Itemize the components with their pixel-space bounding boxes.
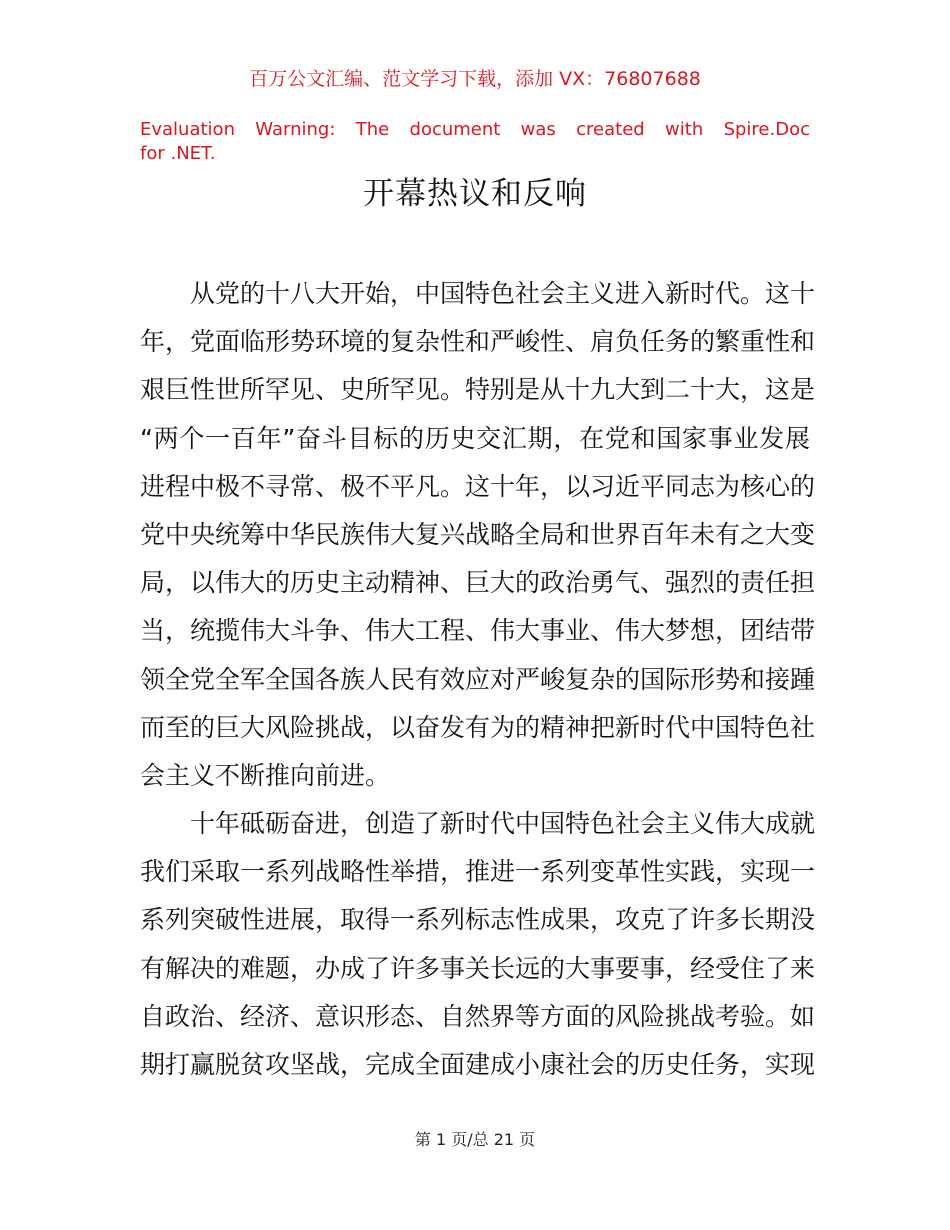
paragraph-1-line: 年，党面临形势环境的复杂性和严峻性、肩负任务的繁重性和: [140, 327, 816, 357]
header-promo-note: 百万公文汇编、范文学习下载，添加 VX：76807688: [249, 68, 701, 90]
paragraph-1-line: 党中央统筹中华民族伟大复兴战略全局和世界百年未有之大变: [140, 519, 816, 549]
evaluation-warning: [140, 118, 810, 166]
paragraph-1-line: 从党的十八大开始，中国特色社会主义进入新时代。这十: [190, 279, 816, 308]
paragraph-1-line: 进程中极不寻常、极不平凡。这十年，以习近平同志为核心的: [140, 471, 816, 501]
paragraph-1-line: “两个一百年”奋斗目标的历史交汇期，在党和国家事业发展: [140, 423, 810, 453]
paragraph-1-line: 当，统揽伟大斗争、伟大工程、伟大事业、伟大梦想，团结带: [140, 616, 816, 646]
document-body: [140, 270, 816, 1089]
paragraph-2-line: 自政治、经济、意识形态、自然界等方面的风险挑战考验。如: [140, 1001, 816, 1031]
paragraph-2-line: 有解决的难题，办成了许多事关长远的大事要事，经受住了来: [140, 953, 816, 983]
paragraph-2-line: 十年砥砺奋进，创造了新时代中国特色社会主义伟大成就: [190, 809, 816, 839]
evaluation-warning-line-1: Evaluation Warning: The document was created with Spire.Doc: [140, 119, 810, 140]
evaluation-warning-line-2: for .NET.: [140, 143, 216, 164]
paragraph-2-line: 我们采取一系列战略性举措，推进一系列变革性实践，实现一: [140, 857, 816, 887]
paragraph-2-line: 期打赢脱贫攻坚战，完成全面建成小康社会的历史任务，实现: [140, 1050, 816, 1079]
paragraph-1-line: 会主义不断推向前进。: [140, 760, 391, 790]
paragraph-1-line: 局，以伟大的历史主动精神、巨大的政治勇气、强烈的责任担: [140, 568, 816, 598]
paragraph-1-line: 艰巨性世所罕见、史所罕见。特别是从十九大到二十大，这是: [140, 375, 816, 405]
page-number-footer: 第 1 页/总 21 页: [414, 1130, 536, 1149]
paragraph-1-line: 领全党全军全国各族人民有效应对严峻复杂的国际形势和接踵: [140, 664, 816, 694]
paragraph-2-line: 系列突破性进展，取得一系列标志性成果，攻克了许多长期没: [140, 905, 816, 935]
paragraph-1-line: 而至的巨大风险挑战，以奋发有为的精神把新时代中国特色社: [140, 712, 816, 742]
document-title: 开幕热议和反响: [363, 176, 587, 212]
